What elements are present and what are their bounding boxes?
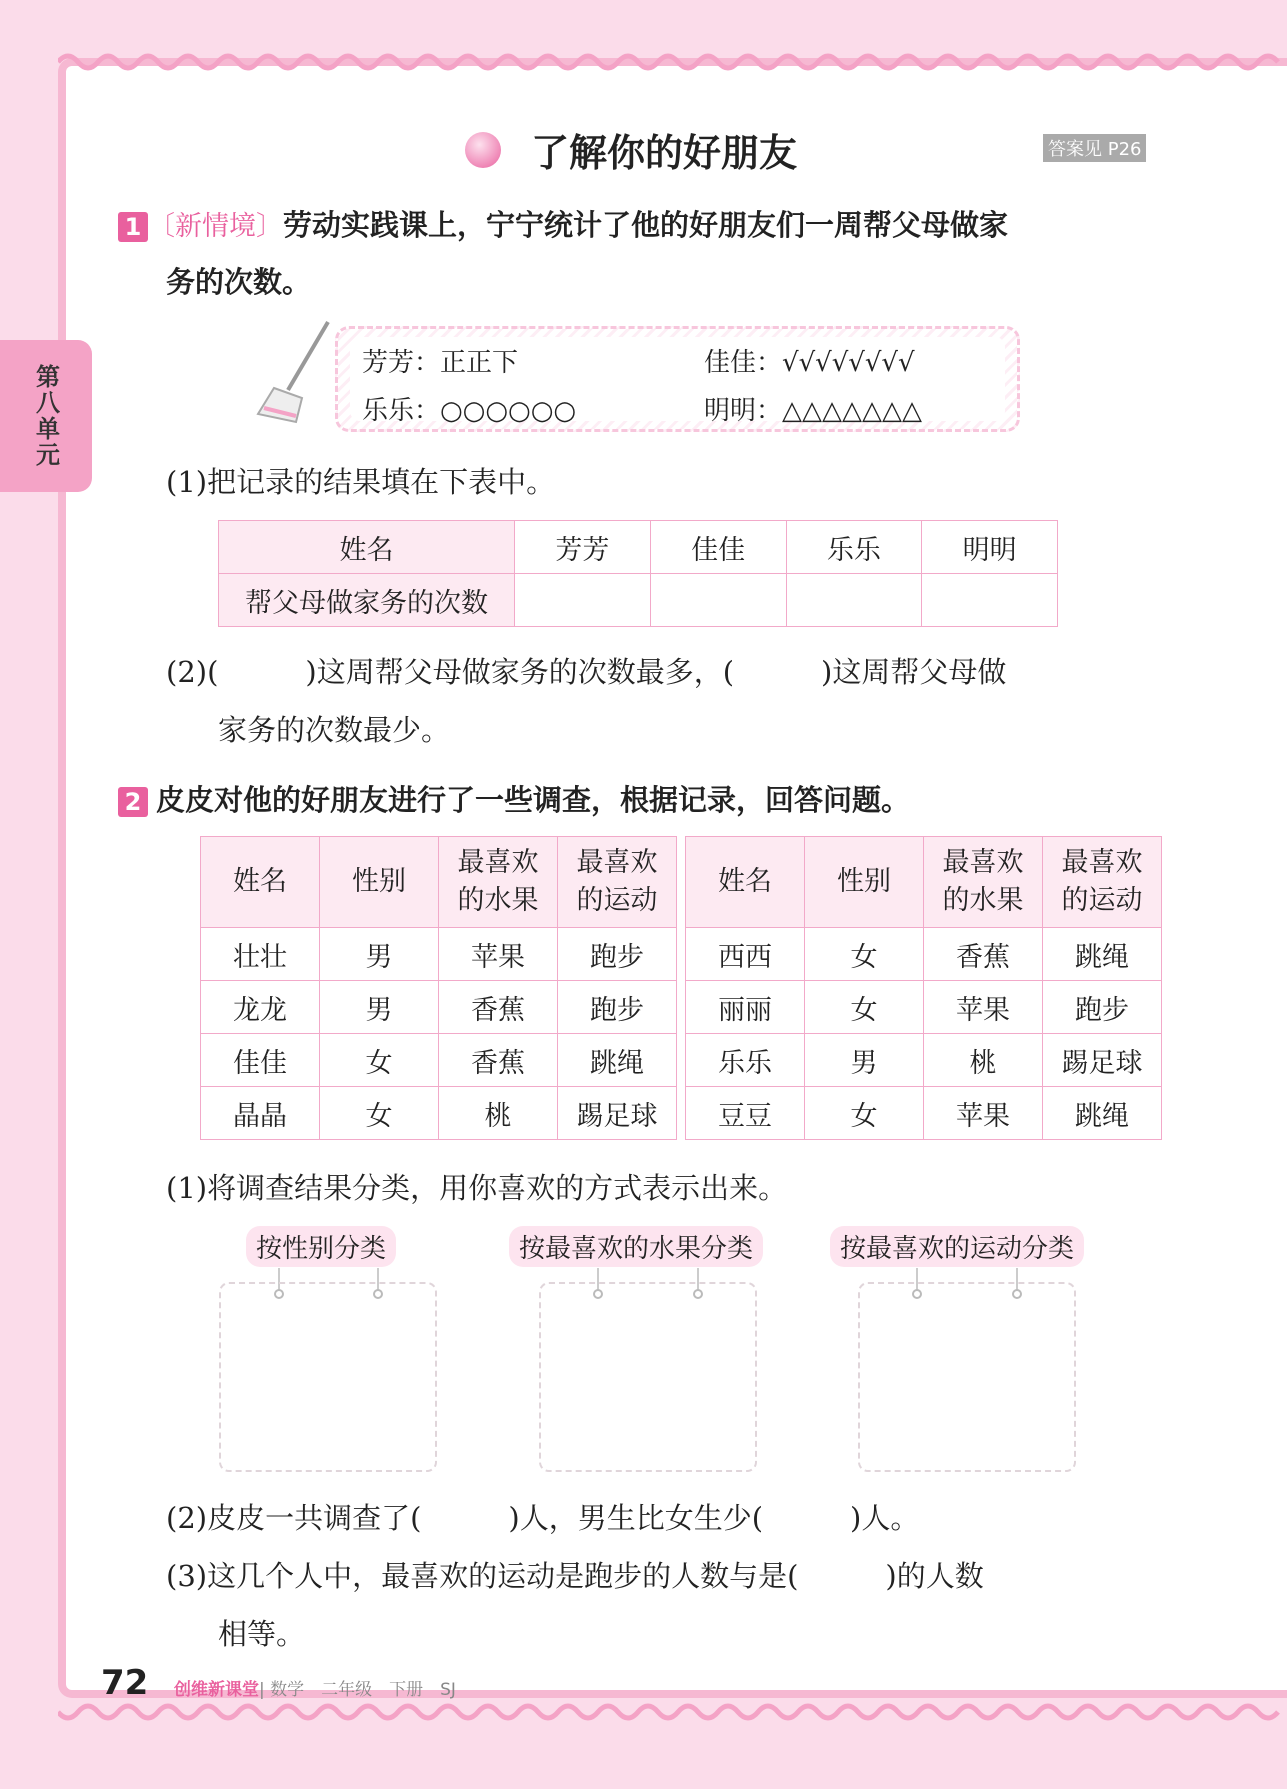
q2-header: 最喜欢 的水果 [924,837,1043,928]
page-number: 72 [101,1663,149,1703]
q1-table-name: 佳佳 [650,521,786,574]
q2-sub3-line1: (3)这几个人中，最喜欢的运动是跑步的人数与是( )的人数 [166,1559,984,1593]
broom-icon [252,318,332,428]
cell-fruit: 香蕉 [924,928,1043,981]
q2-sub1: (1)将调查结果分类，用你喜欢的方式表示出来。 [166,1171,788,1205]
cell-name: 佳佳 [201,1034,320,1087]
footer-brand: 创维新课堂 [174,1680,259,1700]
cell-sport: 跳绳 [558,1034,677,1087]
cell-gender: 女 [805,1087,924,1140]
q1-sub2-line2: 家务的次数最少。 [218,713,451,747]
cell-gender: 女 [320,1087,439,1140]
q2-survey-table [200,836,1162,1140]
cell-fruit: 桃 [439,1087,558,1140]
cell-sport: 跳绳 [1043,928,1162,981]
q2-header: 最喜欢 的运动 [558,837,677,928]
cell-gender: 女 [805,928,924,981]
table-row [201,981,1162,1034]
cell-sport: 踢足球 [558,1087,677,1140]
q2-sub2: (2)皮皮一共调查了( )人，男生比女生少( )人。 [166,1501,920,1535]
category-box-gender[interactable] [219,1282,437,1472]
cell-sport: 跑步 [558,928,677,981]
cell-gender: 男 [320,928,439,981]
cell-gender: 女 [805,981,924,1034]
cell-sport: 跑步 [558,981,677,1034]
record-fangfang: 芳芳：正正下 [362,348,519,378]
title-row [465,122,797,177]
cell-fruit: 苹果 [924,981,1043,1034]
q2-header: 最喜欢 的运动 [1043,837,1162,928]
q1-table-row-label: 帮父母做家务的次数 [219,574,515,627]
q1-answer-cell[interactable] [922,574,1058,627]
q1-text: 劳动实践课上，宁宁统计了他的好朋友们一周帮父母做家 [283,208,1009,242]
bottom-wave-decoration [58,1700,1287,1730]
q1-table [218,520,1058,627]
footer-info [174,1675,456,1700]
category-label-gender: 按性别分类 [246,1226,396,1267]
record-mingming: 明明：△△△△△△△ [704,396,922,426]
q2-header: 姓名 [201,837,320,928]
q1-answer-cell[interactable] [650,574,786,627]
unit-tab-label: 第八单元 [31,364,60,468]
title-bullet-icon [465,132,501,168]
cell-fruit: 香蕉 [439,1034,558,1087]
record-lele: 乐乐：○○○○○○ [362,396,577,426]
category-box-sport[interactable] [858,1282,1076,1472]
q2-header: 性别 [320,837,439,928]
cell-fruit: 苹果 [924,1087,1043,1140]
unit-tab [0,340,92,492]
top-wave-decoration [58,44,1287,74]
category-box-fruit[interactable] [539,1282,757,1472]
q2-header: 性别 [805,837,924,928]
table-row [201,928,1162,981]
cell-gender: 女 [320,1034,439,1087]
q1-text-line1 [118,203,1008,244]
table-row [201,1034,1162,1087]
cell-name: 丽丽 [686,981,805,1034]
cell-name: 豆豆 [686,1087,805,1140]
q2-header: 最喜欢 的水果 [439,837,558,928]
cell-name: 壮壮 [201,928,320,981]
answer-reference-badge: 答案见 P26 [1043,134,1146,162]
cell-name: 西西 [686,928,805,981]
footer-details: | 数学 二年级 下册 SJ [259,1680,456,1700]
cell-name: 龙龙 [201,981,320,1034]
q1-number-badge: 1 [118,212,148,242]
cell-sport: 踢足球 [1043,1034,1162,1087]
q2-header: 姓名 [686,837,805,928]
q1-sub1: (1)把记录的结果填在下表中。 [166,465,556,499]
q2-sub3-line2: 相等。 [218,1617,306,1651]
table-row [201,1087,1162,1140]
cell-fruit: 香蕉 [439,981,558,1034]
q2-text-line [118,778,910,819]
page-title: 了解你的好朋友 [531,131,798,175]
cell-name: 乐乐 [686,1034,805,1087]
cell-fruit: 苹果 [439,928,558,981]
q1-table-name: 芳芳 [515,521,651,574]
record-jiajia: 佳佳：√√√√√√√√ [704,348,915,378]
q1-table-header-label: 姓名 [219,521,515,574]
cell-name: 晶晶 [201,1087,320,1140]
category-label-fruit: 按最喜欢的水果分类 [509,1226,763,1267]
q1-table-name: 乐乐 [786,521,922,574]
q1-tag: 〔新情境〕 [148,211,283,242]
q1-text-line2: 务的次数。 [166,265,312,299]
category-label-sport: 按最喜欢的运动分类 [830,1226,1084,1267]
cell-sport: 跳绳 [1043,1087,1162,1140]
cell-gender: 男 [320,981,439,1034]
q2-text: 皮皮对他的好朋友进行了一些调查，根据记录，回答问题。 [156,783,911,817]
q1-table-name: 明明 [922,521,1058,574]
q1-answer-cell[interactable] [515,574,651,627]
cell-sport: 跑步 [1043,981,1162,1034]
cell-fruit: 桃 [924,1034,1043,1087]
q1-answer-cell[interactable] [786,574,922,627]
cell-gender: 男 [805,1034,924,1087]
q2-number-badge: 2 [118,787,148,817]
q1-sub2-line1: (2)( )这周帮父母做家务的次数最多，( )这周帮父母做 [166,655,1007,689]
